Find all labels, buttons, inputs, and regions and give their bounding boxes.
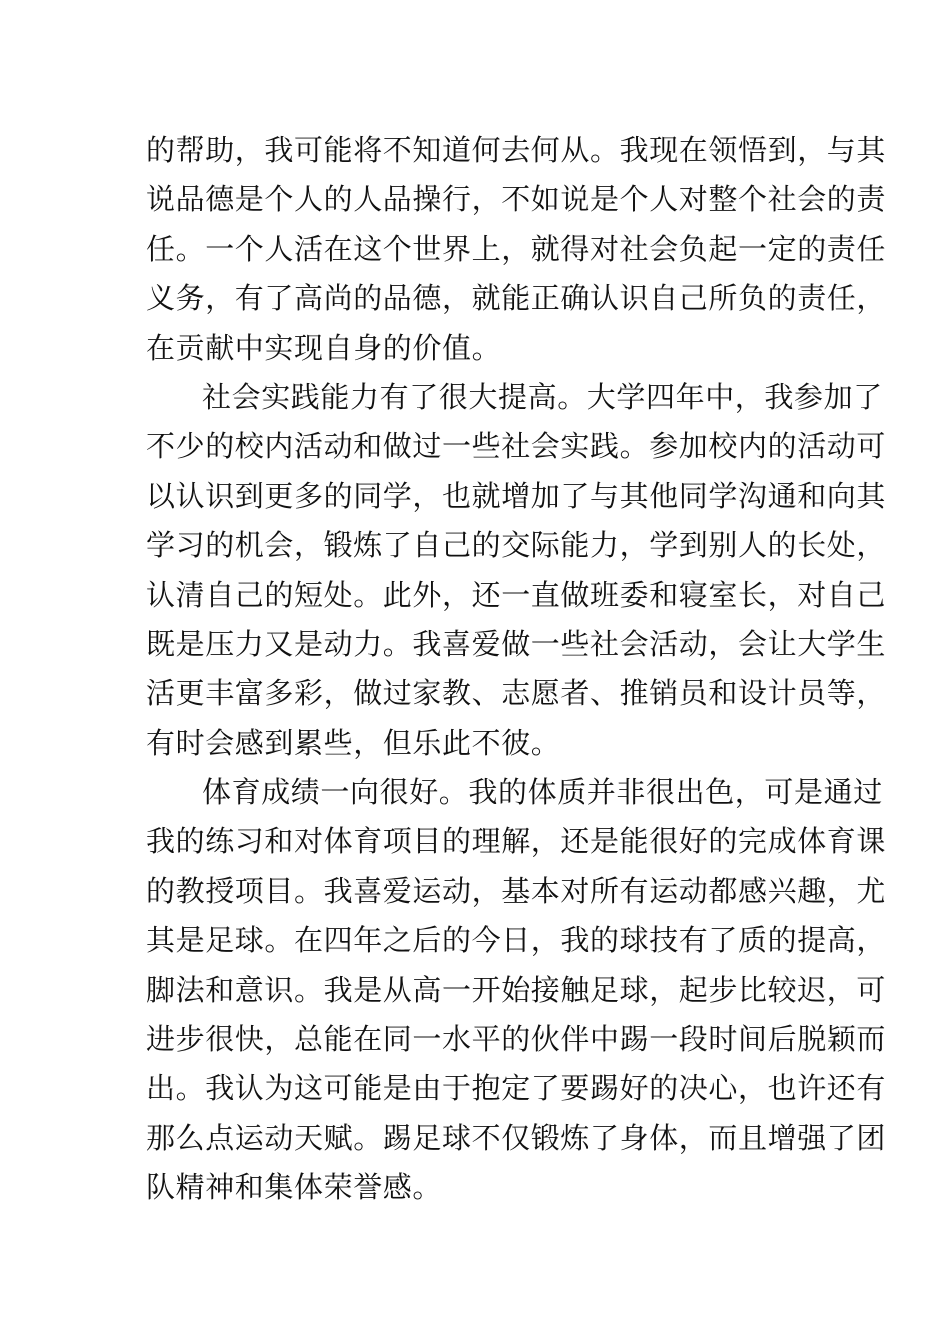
text-line: 义务，有了高尚的品德，就能正确认识自己所负的责任， bbox=[146, 281, 887, 316]
text-line: 活更丰富多彩，做过家教、志愿者、推销员和设计员等， bbox=[146, 676, 887, 711]
text-line: 任。一个人活在这个世界上，就得对社会负起一定的责任 bbox=[146, 231, 887, 266]
text-line: 那么点运动天赋。踢足球不仅锻炼了身体，而且增强了团 bbox=[146, 1120, 887, 1155]
text-line: 队精神和集体荣誉感。 bbox=[146, 1170, 443, 1205]
text-line: 学习的机会，锻炼了自己的交际能力，学到别人的长处， bbox=[146, 528, 887, 563]
paragraph-2 bbox=[146, 373, 887, 768]
text-line: 有时会感到累些，但乐此不彼。 bbox=[146, 725, 561, 760]
paragraph-1 bbox=[146, 126, 887, 373]
body-text bbox=[146, 126, 887, 1213]
text-line: 社会实践能力有了很大提高。大学四年中，我参加了 bbox=[202, 379, 883, 414]
text-line: 说品德是个人的人品操行，不如说是个人对整个社会的责 bbox=[146, 182, 887, 217]
text-line: 我的练习和对体育项目的理解，还是能很好的完成体育课 bbox=[146, 824, 887, 859]
paragraph-3 bbox=[146, 768, 887, 1213]
text-line: 出。我认为这可能是由于抱定了要踢好的决心，也许还有 bbox=[146, 1071, 887, 1106]
text-line: 既是压力又是动力。我喜爱做一些社会活动，会让大学生 bbox=[146, 626, 887, 661]
text-line: 认清自己的短处。此外，还一直做班委和寝室长，对自己 bbox=[146, 577, 887, 612]
text-line: 以认识到更多的同学，也就增加了与其他同学沟通和向其 bbox=[146, 478, 887, 513]
text-line: 的帮助，我可能将不知道何去何从。我现在领悟到，与其 bbox=[146, 133, 887, 167]
text-line: 进步很快，总能在同一水平的伙伴中踢一段时间后脱颖而 bbox=[146, 1022, 887, 1057]
text-line: 不少的校内活动和做过一些社会实践。参加校内的活动可 bbox=[146, 429, 887, 464]
text-line: 脚法和意识。我是从高一开始接触足球，起步比较迟，可 bbox=[146, 972, 887, 1007]
text-line: 的教授项目。我喜爱运动，基本对所有运动都感兴趣，尤 bbox=[146, 873, 887, 908]
text-line: 体育成绩一向很好。我的体质并非很出色，可是通过 bbox=[202, 775, 883, 810]
text-line: 在贡献中实现自身的价值。 bbox=[146, 330, 502, 365]
text-line: 其是足球。在四年之后的今日，我的球技有了质的提高， bbox=[146, 923, 887, 958]
